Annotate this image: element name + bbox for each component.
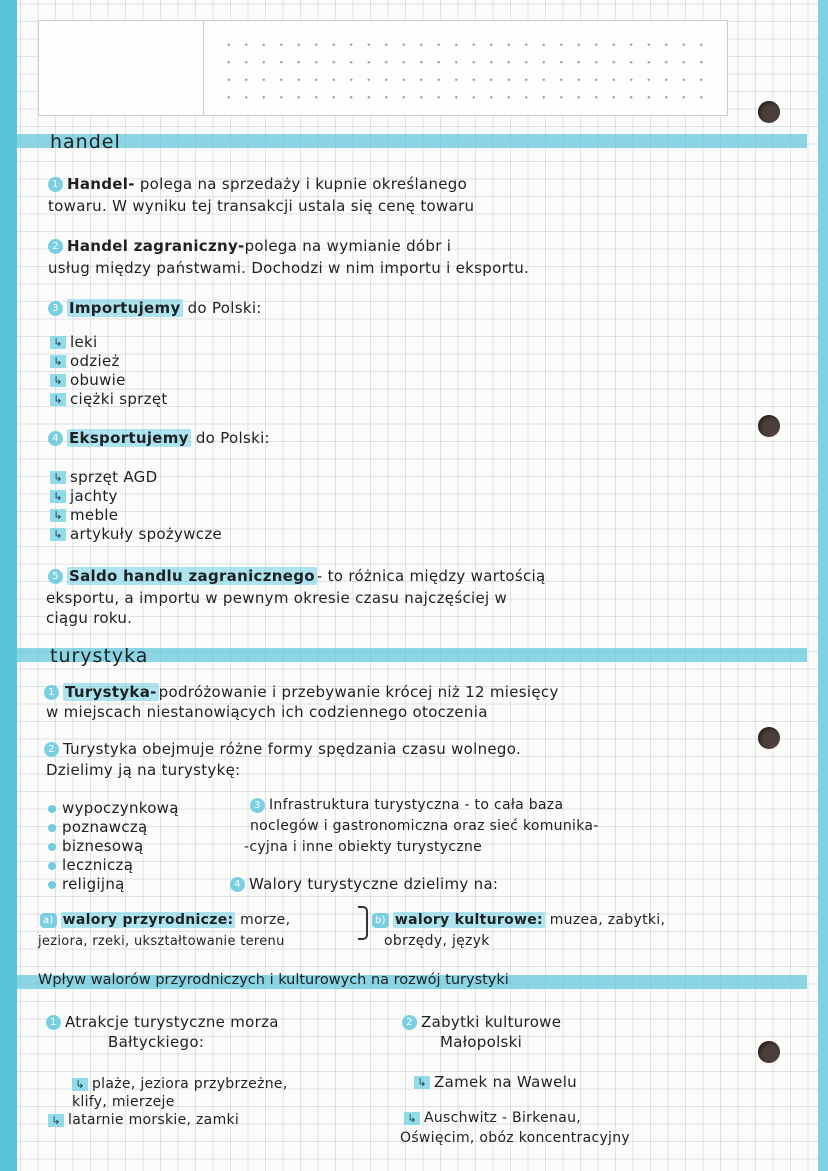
- import-heading: 3 Importujemy do Polski:: [48, 300, 262, 317]
- walory-kulturowe-label: walory kulturowe:: [394, 912, 543, 928]
- atrakcje-title-line2: Bałtyckiego:: [108, 1033, 205, 1051]
- list-item: ↳ artykuły spożywcze: [50, 526, 222, 543]
- arrow-icon: ↳: [50, 374, 66, 387]
- list-item: ↳ jachty: [50, 488, 118, 505]
- number-badge-2: 2: [48, 239, 63, 254]
- saldo-line3: ciągu roku.: [46, 609, 133, 627]
- number-badge-4: 4: [48, 431, 63, 446]
- punch-hole-2: [758, 415, 780, 437]
- number-badge-1: 1: [44, 685, 59, 700]
- header-divider: [203, 20, 204, 116]
- turystyka-definition-line2: w miejscach niestanowiących ich codziennego otoczenia: [46, 703, 488, 721]
- bullet-icon: [48, 824, 56, 832]
- section-heading-handel: handel: [50, 131, 121, 153]
- walory-przyrodnicze-label: walory przyrodnicze:: [62, 912, 234, 928]
- arrow-icon: ↳: [404, 1112, 420, 1125]
- bullet-icon: [48, 805, 56, 813]
- arrow-icon: ↳: [50, 336, 66, 349]
- handel-definition-line2: towaru. W wyniku tej transakcji ustala się cenę towaru: [48, 197, 475, 215]
- infrastruktura-line2: noclegów i gastronomiczna oraz sieć komunika-: [250, 818, 599, 834]
- handel-zagraniczny-line2: usług między państwami. Dochodzi w nim importu i eksportu.: [48, 259, 530, 277]
- right-edge-strip: [818, 0, 828, 1171]
- bullet-icon: [48, 881, 56, 889]
- turystyka-label: Turystyka-: [65, 683, 157, 701]
- zabytki-title-line2: Małopolski: [440, 1033, 523, 1051]
- list-item: religijną: [48, 876, 125, 893]
- walory-heading: 4 Walory turystyczne dzielimy na:: [230, 876, 498, 893]
- list-item: ↳ Zamek na Wawelu: [414, 1074, 577, 1091]
- saldo-line1: 5 Saldo handlu zagranicznego - to różnica między wartością: [48, 568, 545, 585]
- list-item: ↳ leki: [50, 334, 97, 351]
- punch-hole-3: [758, 727, 780, 749]
- number-badge-5: 5: [48, 569, 63, 584]
- walory-przyrodnicze-line2: jeziora, rzeki, ukształtowanie terenu: [38, 934, 285, 949]
- walory-kulturowe-line2: obrzędy, język: [384, 933, 490, 949]
- number-badge-4: 4: [230, 877, 245, 892]
- walory-przyrodnicze-line1: a) walory przyrodnicze: morze,: [40, 912, 290, 929]
- heading-stripe-handel: [17, 134, 807, 148]
- number-badge-2: 2: [402, 1015, 417, 1030]
- letter-badge-b: b): [372, 913, 389, 928]
- arrow-icon: ↳: [50, 509, 66, 522]
- zabytki-title-line1: 2 Zabytki kulturowe: [402, 1014, 561, 1031]
- list-item: ↳ ciężki sprzęt: [50, 391, 168, 408]
- left-binding-strip: [0, 0, 17, 1171]
- turystyka-forms-line2: Dzielimy ją na turystykę:: [46, 761, 241, 779]
- number-badge-1: 1: [46, 1015, 61, 1030]
- saldo-line2: eksportu, a importu w pewnym okresie czasu najczęściej w: [46, 589, 508, 607]
- number-badge-3: 3: [250, 798, 265, 813]
- section-heading-wplyw: Wpływ walorów przyrodniczych i kulturowych na rozwój turystyki: [38, 972, 509, 988]
- brace-divider: [358, 906, 368, 940]
- list-item: leczniczą: [48, 857, 133, 874]
- walory-kulturowe-line1: b) walory kulturowe: muzea, zabytki,: [372, 912, 665, 929]
- arrow-icon: ↳: [50, 355, 66, 368]
- number-badge-2: 2: [44, 742, 59, 757]
- arrow-icon: ↳: [72, 1078, 88, 1091]
- infrastruktura-line1: 3 Infrastruktura turystyczna - to cała baza: [250, 797, 563, 814]
- list-item: ↳ Auschwitz - Birkenau,: [404, 1110, 581, 1127]
- list-item: biznesową: [48, 838, 143, 855]
- letter-badge-a: a): [40, 913, 57, 928]
- list-item: ↳ odzież: [50, 353, 120, 370]
- export-heading: 4 Eksportujemy do Polski:: [48, 430, 270, 447]
- list-item: Oświęcim, obóz koncentracyjny: [400, 1130, 630, 1146]
- bullet-icon: [48, 862, 56, 870]
- section-heading-turystyka: turystyka: [50, 645, 149, 667]
- arrow-icon: ↳: [414, 1076, 430, 1089]
- handel-definition-line1: 1 Handel- polega na sprzedaży i kupnie określanego: [48, 176, 467, 193]
- list-item: poznawczą: [48, 819, 148, 836]
- arrow-icon: ↳: [48, 1114, 64, 1127]
- export-label: Eksportujemy: [69, 429, 189, 447]
- handel-zagraniczny-line1: 2 Handel zagraniczny-polega na wymianie dóbr i: [48, 238, 451, 255]
- arrow-icon: ↳: [50, 393, 66, 406]
- turystyka-definition-line1: 1 Turystyka- podróżowanie i przebywanie krócej niż 12 miesięcy: [44, 684, 559, 701]
- list-item: ↳ sprzęt AGD: [50, 469, 157, 486]
- number-badge-3: 3: [48, 301, 63, 316]
- list-item: wypoczynkową: [48, 800, 179, 817]
- punch-hole-1: [758, 101, 780, 123]
- list-item: ↳ plaże, jeziora przybrzeżne,: [72, 1076, 288, 1093]
- arrow-icon: ↳: [50, 471, 66, 484]
- header-dot-grid: [220, 36, 710, 100]
- list-item: ↳ meble: [50, 507, 118, 524]
- list-item: klify, mierzeje: [72, 1094, 175, 1110]
- bullet-icon: [48, 843, 56, 851]
- infrastruktura-line3: -cyjna i inne obiekty turystyczne: [244, 839, 483, 855]
- atrakcje-title-line1: 1 Atrakcje turystyczne morza: [46, 1014, 279, 1031]
- list-item: ↳ obuwie: [50, 372, 126, 389]
- handel-zagraniczny-label: Handel zagraniczny-: [67, 237, 245, 255]
- handel-label: Handel-: [67, 175, 135, 193]
- saldo-label: Saldo handlu zagranicznego: [69, 567, 315, 585]
- punch-hole-4: [758, 1041, 780, 1063]
- arrow-icon: ↳: [50, 528, 66, 541]
- list-item: ↳ latarnie morskie, zamki: [48, 1112, 239, 1129]
- arrow-icon: ↳: [50, 490, 66, 503]
- number-badge-1: 1: [48, 177, 63, 192]
- import-label: Importujemy: [69, 299, 181, 317]
- turystyka-forms-line1: 2 Turystyka obejmuje różne formy spędzania czasu wolnego.: [44, 741, 521, 758]
